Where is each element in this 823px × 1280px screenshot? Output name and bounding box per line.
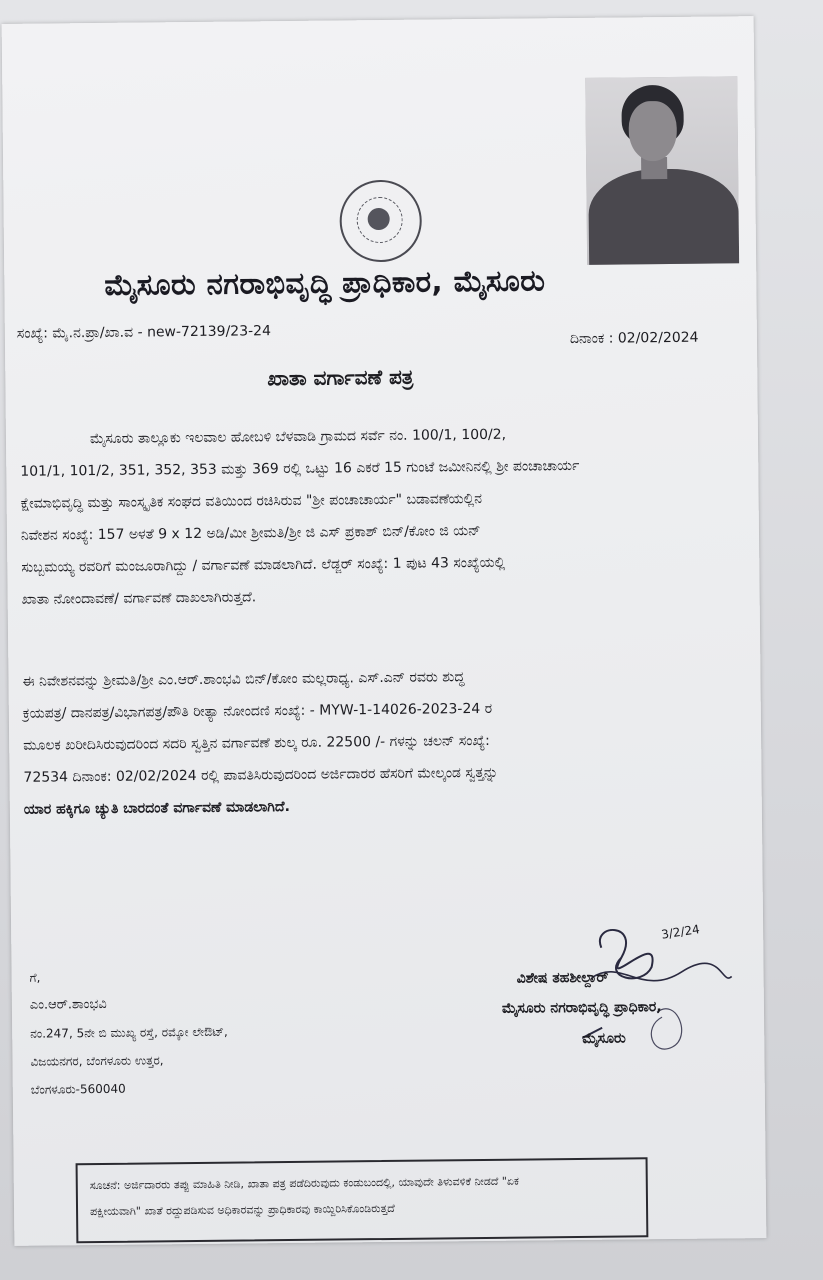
recipient-address xyxy=(29,962,228,1104)
paragraph-2 xyxy=(22,658,724,825)
notice-line: ಸೂಚನೆ: ಅರ್ಜಿದಾರರು ತಪ್ಪು ಮಾಹಿತಿ ನೀಡಿ, ಖಾತಾ ಪತ್ರ ಪಡೆದಿರುವುದು ಕಂಡುಬಂದಲ್ಲಿ, ಯಾವುದೇ ತಿಳುವಳಿಕೆ ನೀಡದೆ "ಏಕ xyxy=(89,1174,520,1193)
recipient-name: ಎಂ.ಆರ್.ಶಾಂಭವಿ xyxy=(29,996,107,1013)
signatory-designation: ವಿಶೇಷ ತಹಶೀಲ್ದಾರ್ xyxy=(516,969,609,987)
applicant-photo xyxy=(585,76,739,265)
paragraph-line: ಮೈಸೂರು ತಾಲ್ಲೂಕು ಇಲವಾಲ ಹೋಬಳಿ ಬೆಳವಾಡಿ ಗ್ರಾಮದ ಸರ್ವೆ ನಂ. 100/1, 100/2, xyxy=(89,426,507,448)
authority-title: ಮೈಸೂರು ನಗರಾಭಿವೃದ್ಧಿ ಪ್ರಾಧಿಕಾರ, ಮೈಸೂರು xyxy=(104,263,546,302)
notice-box xyxy=(76,1157,649,1243)
signature-date: 3/2/24 xyxy=(660,922,701,942)
notice-line: ಪಕ್ಷೀಯವಾಗಿ" ಖಾತೆ ರದ್ದುಪಡಿಸುವ ಅಧಿಕಾರವನ್ನು ಪ್ರಾಧಿಕಾರವು ಕಾಯ್ದಿರಿಸಿಕೊಂಡಿರುತ್ತದೆ xyxy=(89,1201,395,1219)
address-line: ವಿಜಯನಗರ, ಬೆಂಗಳೂರು ಉತ್ತರ, xyxy=(30,1053,164,1069)
paragraph-line: 72534 ದಿನಾಂಕ: 02/02/2024 ರಲ್ಲಿ ಪಾವತಿಸಿರುವುದರಿಂದ ಅರ್ಜಿದಾರರ ಹೆಸರಿಗೆ ಮೇಲ್ಕಂಡ ಸ್ವತ್ತನ್ನು xyxy=(23,764,499,786)
signature-block xyxy=(501,916,753,1068)
document-sheet xyxy=(2,16,767,1246)
paragraph-line: ಖಾತಾ ನೋಂದಾವಣೆ/ ವರ್ಗಾವಣೆ ದಾಖಲಾಗಿರುತ್ತದೆ. xyxy=(21,589,257,608)
paragraph-line: ಮೂಲಕ ಖರೀದಿಸಿರುವುದರಿಂದ ಸದರಿ ಸ್ವತ್ತಿನ ವರ್ಗಾವಣೆ ಶುಲ್ಕ ರೂ. 22500 /- ಗಳನ್ನು ಚಲನ್ ಸಂಖ್ಯೆ: xyxy=(23,732,490,754)
paragraph-1 xyxy=(20,416,737,615)
paragraph-line: ಸುಬ್ಬಮಯ್ಯ ರವರಿಗೆ ಮಂಜೂರಾಗಿದ್ದು / ವರ್ಗಾವಣೆ ಮಾಡಲಾಗಿದೆ. ಲೆಡ್ಜರ್ ಸಂಖ್ಯೆ: 1 ಪುಟ 43 ಸಂಖ್ಯೆಯಲ್ಲಿ xyxy=(21,554,506,576)
paragraph-line: ಕ್ಷೇಮಾಭಿವೃದ್ಧಿ ಮತ್ತು ಸಾಂಸ್ಕೃತಿಕ ಸಂಘದ ವತಿಯಿಂದ ರಚಿಸಿರುವ "ಶ್ರೀ ಪಂಚಾಚಾರ್ಯ" ಬಡಾವಣೆಯಲ್ಲಿನ xyxy=(20,490,483,512)
signatory-office: ಮೈಸೂರು ನಗರಾಭಿವೃದ್ಧಿ ಪ್ರಾಧಿಕಾರ, xyxy=(501,999,662,1017)
document-heading: ಖಾತಾ ವರ್ಗಾವಣೆ ಪತ್ರ xyxy=(267,364,414,391)
paragraph-line: ನಿವೇಶನ ಸಂಖ್ಯೆ: 157 ಅಳತೆ 9 x 12 ಅಡಿ/ಮೀ ಶ್ರೀಮತಿ/ಶ್ರೀ ಜಿ ಎಸ್ ಪ್ರಕಾಶ್ ಬಿನ್/ಕೋಂ ಜಿ ಯನ್ xyxy=(20,522,481,544)
address-line: ನಂ.247, 5ನೇ ಬಿ ಮುಖ್ಯ ರಸ್ತೆ, ರಮ್ಕೋ ಲೇಔಟ್, xyxy=(30,1024,228,1041)
authority-seal-icon xyxy=(339,180,422,263)
address-line: ಬೆಂಗಳೂರು-560040 xyxy=(30,1081,126,1097)
paragraph-line: 101/1, 101/2, 351, 352, 353 ಮತ್ತು 369 ರಲ್ಲಿ ಒಟ್ಟು 16 ಎಕರೆ 15 ಗುಂಟೆ ಜಮೀನಿನಲ್ಲಿ ಶ್ರೀ ಪಂಚಾಚಾರ್ಯ xyxy=(20,457,580,480)
signatory-place: ಮೈಸೂರು xyxy=(582,1030,626,1047)
paragraph-line: ಈ ನಿವೇಶನವನ್ನು ಶ್ರೀಮತಿ/ಶ್ರೀ ಎಂ.ಆರ್.ಶಾಂಭವಿ ಬಿನ್/ಕೋಂ ಮಲ್ಲರಾಧ್ಯ. ಎಸ್.ಎನ್ ರವರು ಶುದ್ಧ xyxy=(22,669,465,690)
issue-date: ದಿನಾಂಕ : 02/02/2024 xyxy=(569,329,699,348)
paragraph-line: ಯಾರ ಹಕ್ಕಿಗೂ ಚ್ಯುತಿ ಬಾರದಂತೆ ವರ್ಗಾವಣೆ ಮಾಡಲಾಗಿದೆ. xyxy=(23,798,290,818)
reference-number: ಸಂಖ್ಯೆ: ಮೈ.ನ.ಪ್ರಾ/ಖಾ.ವ - new-72139/23-24 xyxy=(16,323,272,342)
paragraph-line: ಕ್ರಯಪತ್ರ/ ದಾನಪತ್ರ/ವಿಭಾಗಪತ್ರ/ಪೌತಿ ರೀತ್ಯಾ ನೋಂದಣಿ ಸಂಖ್ಯೆ: - MYW-1-14026-2023-24 ರ xyxy=(22,700,493,722)
address-to: ಗೆ, xyxy=(29,970,41,985)
